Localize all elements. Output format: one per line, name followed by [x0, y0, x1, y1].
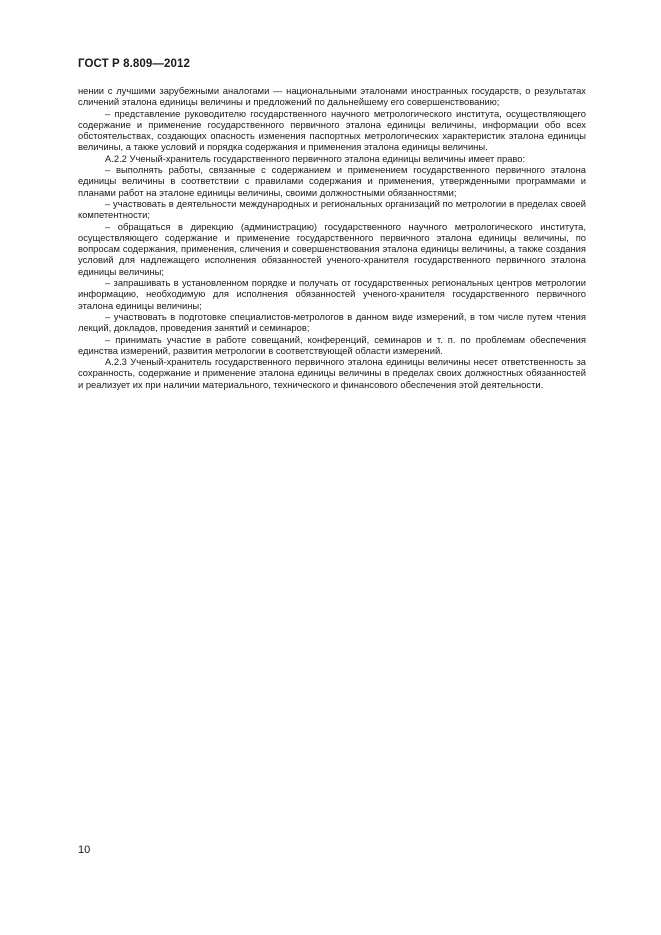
list-item: – участвовать в деятельности международных и региональных организаций по метрологии в пределах своей компетентности;	[78, 197, 586, 221]
list-item: – обращаться в дирекцию (администрацию) государственного научного метрологического института, осуществляющего содержание и применение государственного первичного эталона единицы величины, по вопросам содержания, применения, сличения и совершенствования эталона единицы величины, а также создания условий для надлежащего исполнения обязанностей ученого-хранителя государственного первичного эталона единицы величины;	[78, 220, 586, 277]
list-item: – принимать участие в работе совещаний, конференций, семинаров и т. п. по проблемам обеспечения единства измерений, развития метрологии в соответствующей области измерений.	[78, 333, 586, 356]
section-paragraph: А.2.3 Ученый-хранитель государственного первичного эталона единицы величины несет ответственность за сохранность, содержание и применение эталона единицы величины в пределах своих должностных обязанностей и реализует их при наличии материального, технического и финансового обеспечения этой деятельности.	[78, 356, 586, 390]
list-item: – выполнять работы, связанные с содержанием и применением государственного первичного эталона единицы величины в соответствии с правилами содержания и применения, утвержденными программами и планами работ на эталоне единицы величины, своими должностными обязанностями;	[78, 164, 586, 198]
list-item: – участвовать в подготовке специалистов-метрологов в данном виде измерений, в том числе путем чтения лекций, докладов, проведения занятий и семинаров;	[78, 310, 586, 334]
page-number: 10	[78, 844, 91, 856]
document-header: ГОСТ Р 8.809—2012	[78, 58, 190, 70]
list-item: – запрашивать в установленном порядке и получать от государственных региональных центров метрологии информацию, необходимую для исполнения обязанностей ученого-хранителя государственного первичного эталона единицы величины;	[78, 277, 586, 311]
document-body	[78, 85, 586, 390]
paragraph: нении с лучшими зарубежными аналогами — национальными эталонами иностранных государств, о результатах сличений эталона единицы величины и предложений по дальнейшему его совершенствованию;	[78, 85, 586, 108]
section-paragraph: А.2.2 Ученый-хранитель государственного первичного эталона единицы величины имеет право:	[105, 152, 526, 164]
paragraph: – представление руководителю государственного научного метрологического института, осуществляющего содержание и применение государственного первичного эталона единицы величины, информации обо всех обстоятельствах, создающих опасность изменения паспортных метрологических характеристик эталона единицы величины, а также условий и порядка содержания и применения эталона единицы величины.	[78, 107, 586, 153]
